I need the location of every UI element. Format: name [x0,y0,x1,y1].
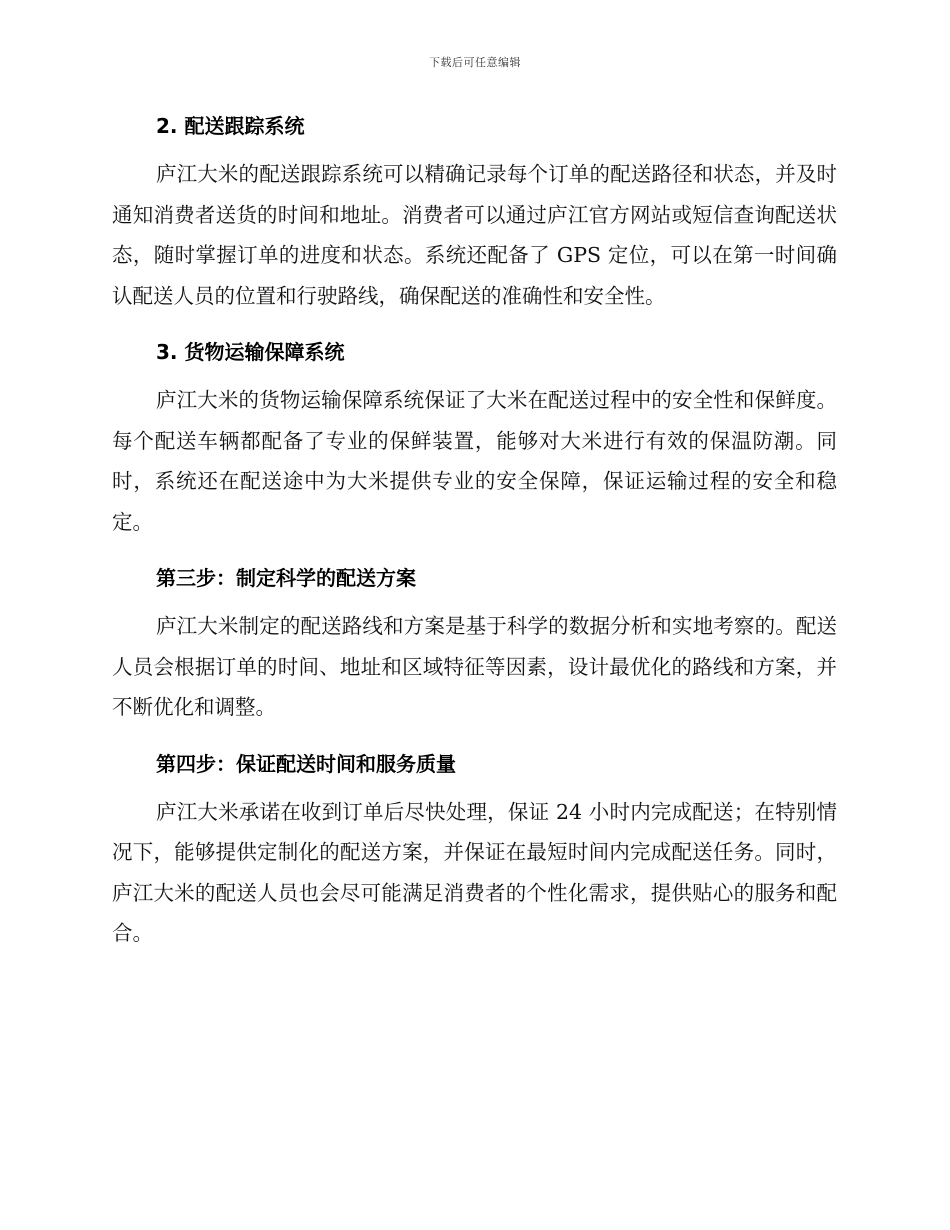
section-heading: 2. 配送跟踪系统 [156,114,305,138]
document-body [112,108,837,972]
section-paragraph: 庐江大米的配送跟踪系统可以精确记录每个订单的配送路径和状态，并及时通知消费者送货的时间和地址。消费者可以通过庐江官方网站或短信查询配送状态，随时掌握订单的进度和状态。系统还配备了 GPS 定位，可以在第一时间确认配送人员的位置和行驶路线，确保配送的准确性和安全性。 [112,162,837,308]
section-delivery-tracking [112,108,837,316]
section-heading: 第三步：制定科学的配送方案 [156,566,416,590]
section-paragraph: 庐江大米的货物运输保障系统保证了大米在配送过程中的安全性和保鲜度。每个配送车辆都配备了专业的保鲜装置，能够对大米进行有效的保温防潮。同时，系统还在配送途中为大米提供专业的安全保障，保证运输过程的安全和稳定。 [112,388,837,534]
section-heading: 第四步：保证配送时间和服务质量 [156,751,456,776]
section-step-four [112,746,837,954]
section-transport-guarantee [112,334,837,542]
section-paragraph: 庐江大米制定的配送路线和方案是基于科学的数据分析和实地考察的。配送人员会根据订单的时间、地址和区域特征等因素，设计最优化的路线和方案，并不断优化和调整。 [112,614,837,719]
section-step-three [112,560,837,728]
section-paragraph: 庐江大米承诺在收到订单后尽快处理，保证 24 小时内完成配送；在特别情况下，能够提供定制化的配送方案，并保证在最短时间内完成配送任务。同时，庐江大米的配送人员也会尽可能满足消费者的个性化需求，提供贴心的服务和配合。 [112,799,837,945]
header-note: 下载后可任意编辑 [429,56,521,69]
section-heading: 3. 货物运输保障系统 [156,340,345,364]
